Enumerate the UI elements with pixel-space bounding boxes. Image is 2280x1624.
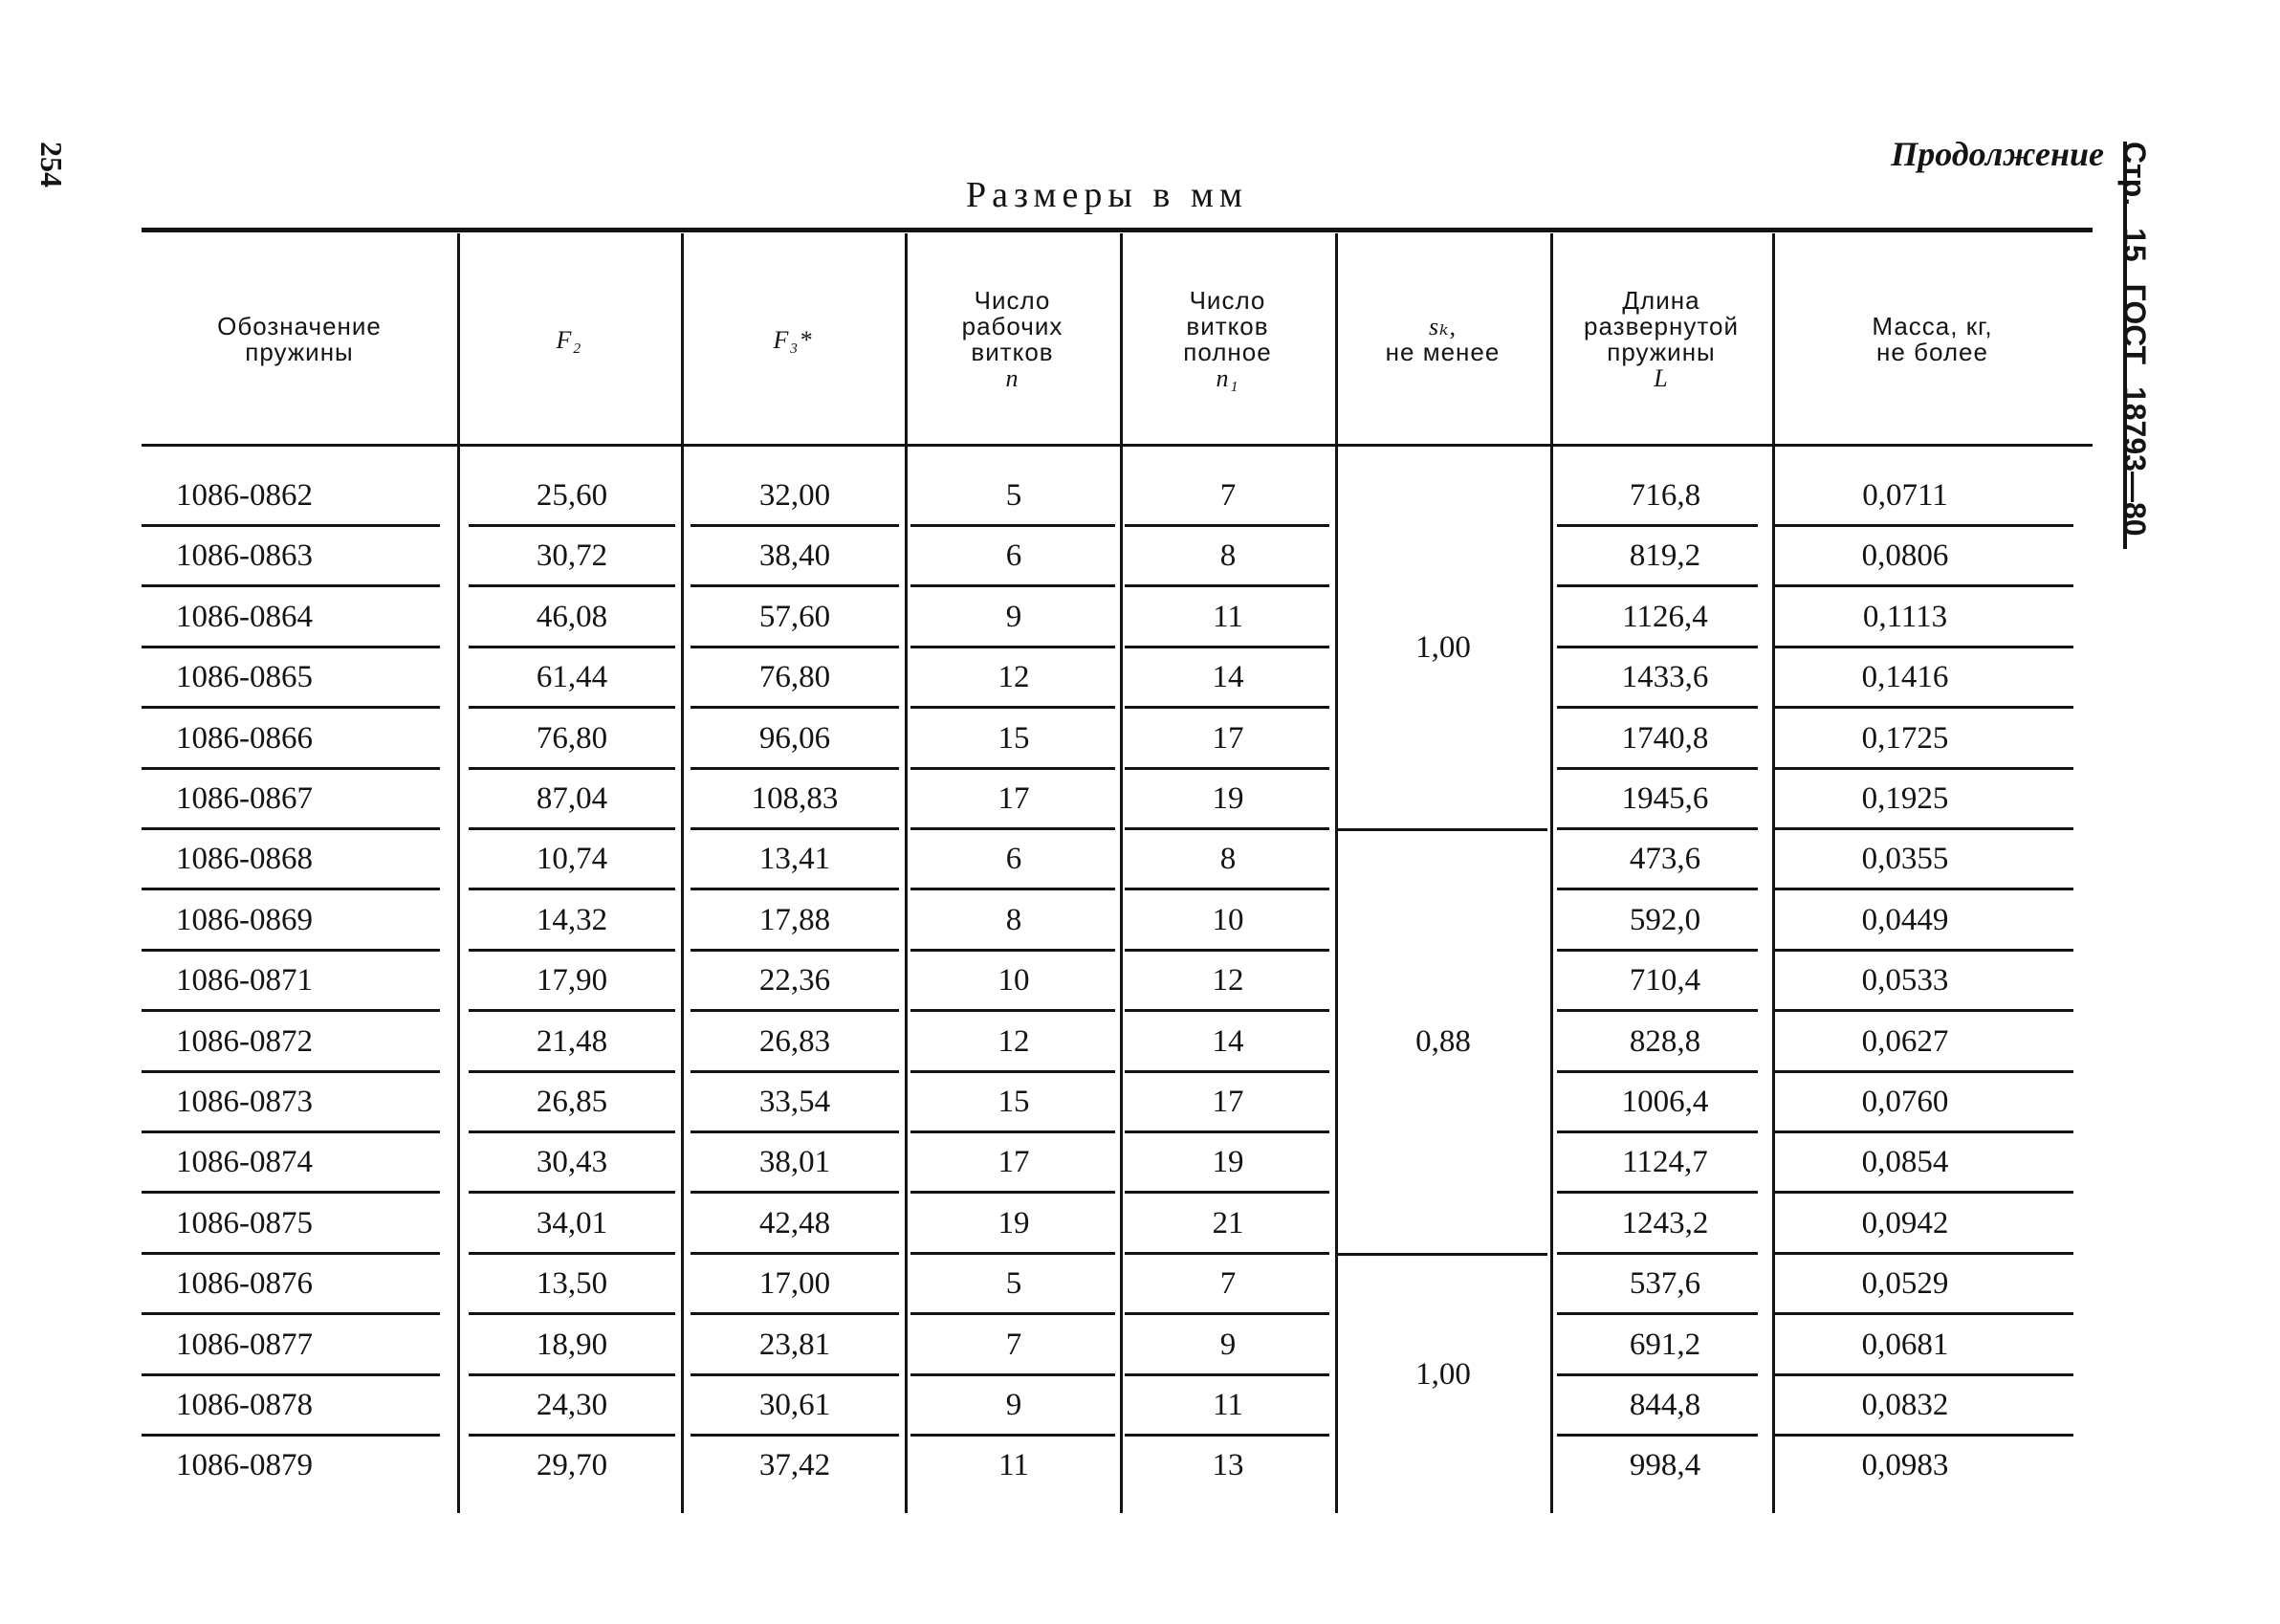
column-divider [1335, 233, 1338, 1513]
designation-cell: 1086-0864 [176, 599, 313, 634]
length-cell: 998,4 [1629, 1448, 1701, 1483]
f3-cell: 96,06 [758, 720, 831, 756]
length-cell: 1433,6 [1621, 660, 1709, 695]
row-underline [1125, 646, 1329, 648]
row-underline [910, 1312, 1115, 1315]
row-underline [142, 1009, 440, 1012]
row-underline [1557, 1373, 1758, 1376]
side-header: Стр. 15 ГОСТ 18793—80 [2117, 142, 2152, 537]
row-underline [691, 1009, 899, 1012]
total-coils-cell: 19 [1212, 781, 1244, 816]
row-underline [910, 1252, 1115, 1255]
total-coils-cell: 8 [1219, 538, 1237, 574]
length-cell: 844,8 [1629, 1388, 1701, 1422]
row-underline [691, 767, 899, 770]
row-underline [1775, 706, 2073, 709]
row-underline [142, 1130, 440, 1133]
designation-cell: 1086-0862 [176, 478, 313, 513]
row-underline [1125, 888, 1329, 890]
row-underline [142, 524, 440, 527]
working-coils-cell: 11 [998, 1448, 1029, 1483]
row-underline [1557, 1191, 1758, 1194]
header-designation: Обозначение пружины [217, 312, 382, 366]
f2-cell: 14,32 [536, 902, 608, 937]
designation-cell: 1086-0866 [176, 720, 313, 756]
sk-group-separator [1337, 1253, 1547, 1256]
row-underline [691, 1373, 899, 1376]
row-underline [1775, 584, 2073, 587]
row-underline [1775, 1434, 2073, 1437]
row-underline [1125, 1312, 1329, 1315]
length-cell: 691,2 [1629, 1327, 1701, 1362]
f3-cell: 37,42 [758, 1448, 831, 1483]
designation-cell: 1086-0868 [176, 842, 313, 877]
row-underline [142, 1191, 440, 1194]
row-underline [1557, 584, 1758, 587]
f2-cell: 25,60 [536, 478, 608, 513]
row-underline [691, 706, 899, 709]
mass-cell: 0,0854 [1861, 1145, 1949, 1180]
designation-cell: 1086-0873 [176, 1085, 313, 1119]
row-underline [1775, 524, 2073, 527]
mass-cell: 0,0627 [1861, 1023, 1949, 1059]
row-underline [469, 706, 675, 709]
row-underline [1775, 888, 2073, 890]
f2-cell: 24,30 [536, 1388, 608, 1422]
row-underline [1775, 1191, 2073, 1194]
length-cell: 592,0 [1629, 902, 1701, 937]
mass-cell: 0,0832 [1861, 1388, 1949, 1422]
f3-cell: 42,48 [758, 1205, 831, 1240]
row-underline [910, 1434, 1115, 1437]
working-coils-cell: 6 [1005, 538, 1022, 574]
row-underline [1775, 827, 2073, 830]
mass-cell: 0,0806 [1861, 538, 1949, 574]
row-underline [1775, 1130, 2073, 1133]
row-underline [910, 706, 1115, 709]
row-underline [142, 1373, 440, 1376]
header-total-coils: Число витков полное n₁ [1183, 286, 1272, 392]
row-underline [1557, 827, 1758, 830]
working-coils-cell: 12 [998, 1023, 1030, 1059]
length-cell: 716,8 [1629, 478, 1701, 513]
designation-cell: 1086-0879 [176, 1448, 313, 1483]
f2-cell: 26,85 [536, 1085, 608, 1119]
total-coils-cell: 11 [1213, 599, 1243, 634]
working-coils-cell: 15 [998, 1085, 1030, 1119]
row-underline [469, 1009, 675, 1012]
designation-cell: 1086-0878 [176, 1388, 313, 1422]
total-coils-cell: 21 [1212, 1205, 1244, 1240]
row-underline [1125, 706, 1329, 709]
row-underline [691, 1252, 899, 1255]
row-underline [142, 767, 440, 770]
row-underline [910, 1373, 1115, 1376]
row-underline [142, 1312, 440, 1315]
designation-cell: 1086-0867 [176, 781, 313, 816]
mass-cell: 0,0533 [1861, 963, 1949, 999]
row-underline [910, 1130, 1115, 1133]
working-coils-cell: 12 [998, 660, 1030, 695]
row-underline [691, 1130, 899, 1133]
row-underline [469, 584, 675, 587]
total-coils-cell: 12 [1212, 963, 1244, 999]
row-underline [1125, 1191, 1329, 1194]
row-underline [1557, 706, 1758, 709]
row-underline [1125, 1009, 1329, 1012]
f3-cell: 33,54 [758, 1085, 831, 1119]
row-underline [469, 524, 675, 527]
working-coils-cell: 5 [1005, 478, 1022, 513]
f2-cell: 21,48 [536, 1023, 608, 1059]
row-underline [691, 827, 899, 830]
row-underline [1125, 949, 1329, 952]
row-underline [469, 1434, 675, 1437]
row-underline [469, 1252, 675, 1255]
row-underline [142, 706, 440, 709]
row-underline [1775, 949, 2073, 952]
row-underline [1557, 949, 1758, 952]
row-underline [1125, 524, 1329, 527]
row-underline [469, 1312, 675, 1315]
total-coils-cell: 8 [1219, 842, 1237, 877]
mass-cell: 0,1725 [1861, 720, 1949, 756]
designation-cell: 1086-0876 [176, 1266, 313, 1302]
row-underline [1125, 584, 1329, 587]
row-underline [142, 584, 440, 587]
f3-cell: 32,00 [758, 478, 831, 513]
column-divider [905, 233, 908, 1513]
working-coils-cell: 5 [1005, 1266, 1022, 1302]
mass-cell: 0,0983 [1861, 1448, 1949, 1483]
row-underline [469, 888, 675, 890]
row-underline [691, 524, 899, 527]
row-underline [142, 1252, 440, 1255]
f2-cell: 29,70 [536, 1448, 608, 1483]
row-underline [469, 1070, 675, 1073]
row-underline [142, 1434, 440, 1437]
working-coils-cell: 9 [1005, 1388, 1022, 1422]
total-coils-cell: 13 [1212, 1448, 1244, 1483]
row-underline [1125, 1434, 1329, 1437]
sizes-title: Размеры в мм [966, 175, 1248, 215]
row-underline [1557, 888, 1758, 890]
row-underline [1125, 1373, 1329, 1376]
f3-cell: 23,81 [758, 1327, 831, 1362]
row-underline [691, 888, 899, 890]
row-underline [1557, 1312, 1758, 1315]
total-coils-cell: 11 [1213, 1388, 1243, 1422]
f2-cell: 87,04 [536, 781, 608, 816]
working-coils-cell: 6 [1005, 842, 1022, 877]
f3-cell: 76,80 [758, 660, 831, 695]
row-underline [910, 888, 1115, 890]
total-coils-cell: 9 [1219, 1327, 1237, 1362]
mass-cell: 0,1113 [1862, 599, 1948, 634]
row-underline [1557, 767, 1758, 770]
row-underline [1125, 767, 1329, 770]
total-coils-cell: 19 [1212, 1145, 1244, 1180]
f2-cell: 30,43 [536, 1145, 608, 1180]
f3-cell: 57,60 [758, 599, 831, 634]
designation-cell: 1086-0875 [176, 1205, 313, 1240]
row-underline [469, 949, 675, 952]
length-cell: 828,8 [1629, 1023, 1701, 1059]
row-underline [1557, 1252, 1758, 1255]
total-coils-cell: 17 [1212, 720, 1244, 756]
f2-cell: 10,74 [536, 842, 608, 877]
total-coils-cell: 14 [1212, 1023, 1244, 1059]
f2-cell: 17,90 [536, 963, 608, 999]
mass-cell: 0,0942 [1861, 1205, 1949, 1240]
row-underline [1125, 1130, 1329, 1133]
column-divider [1550, 233, 1553, 1513]
length-cell: 537,6 [1629, 1266, 1701, 1302]
designation-cell: 1086-0872 [176, 1023, 313, 1059]
f2-cell: 34,01 [536, 1205, 608, 1240]
working-coils-cell: 19 [998, 1205, 1030, 1240]
row-underline [1557, 524, 1758, 527]
mass-cell: 0,0711 [1862, 478, 1948, 513]
row-underline [469, 827, 675, 830]
f3-cell: 38,40 [758, 538, 831, 574]
working-coils-cell: 8 [1005, 902, 1022, 937]
row-underline [1775, 1373, 2073, 1376]
f2-cell: 61,44 [536, 660, 608, 695]
row-underline [1775, 646, 2073, 648]
working-coils-cell: 17 [998, 781, 1030, 816]
header-f3: F₃* [773, 325, 813, 354]
f3-cell: 108,83 [751, 781, 839, 816]
designation-cell: 1086-0877 [176, 1327, 313, 1362]
spring-spec-table [142, 228, 2093, 1490]
f3-cell: 26,83 [758, 1023, 831, 1059]
length-cell: 1740,8 [1621, 720, 1709, 756]
f2-cell: 13,50 [536, 1266, 608, 1302]
table-top-rule [142, 228, 2093, 232]
mass-cell: 0,1416 [1861, 660, 1949, 695]
length-cell: 1124,7 [1622, 1145, 1708, 1180]
total-coils-cell: 17 [1212, 1085, 1244, 1119]
row-underline [910, 1191, 1115, 1194]
row-underline [142, 888, 440, 890]
working-coils-cell: 17 [998, 1145, 1030, 1180]
row-underline [1557, 1009, 1758, 1012]
f3-cell: 13,41 [758, 842, 831, 877]
row-underline [691, 1312, 899, 1315]
header-length: Длина развернутой пружины L [1584, 286, 1739, 392]
row-underline [691, 1070, 899, 1073]
row-underline [142, 1070, 440, 1073]
total-coils-cell: 10 [1212, 902, 1244, 937]
page-number: 254 [34, 142, 69, 187]
length-cell: 1945,6 [1621, 781, 1709, 816]
f2-cell: 18,90 [536, 1327, 608, 1362]
length-cell: 819,2 [1629, 538, 1701, 574]
row-underline [1125, 1252, 1329, 1255]
total-coils-cell: 14 [1212, 660, 1244, 695]
mass-cell: 0,0681 [1861, 1327, 1949, 1362]
row-underline [691, 1191, 899, 1194]
f3-cell: 38,01 [758, 1145, 831, 1180]
f3-cell: 17,88 [758, 902, 831, 937]
f3-cell: 22,36 [758, 963, 831, 999]
sk-group-value: 1,00 [1415, 1357, 1471, 1393]
row-underline [142, 949, 440, 952]
row-underline [1557, 646, 1758, 648]
f2-cell: 76,80 [536, 720, 608, 756]
row-underline [469, 767, 675, 770]
row-underline [1775, 1009, 2073, 1012]
total-coils-cell: 7 [1219, 478, 1237, 513]
working-coils-cell: 9 [1005, 599, 1022, 634]
designation-cell: 1086-0869 [176, 902, 313, 937]
row-underline [910, 646, 1115, 648]
table-header-rule [142, 444, 2093, 447]
designation-cell: 1086-0865 [176, 660, 313, 695]
header-working-coils: Число рабочих витков n [961, 286, 1063, 392]
sk-group-value: 0,88 [1415, 1023, 1471, 1059]
mass-cell: 0,0355 [1861, 842, 1949, 877]
header-sk: sₖ, не менее [1385, 313, 1501, 366]
row-underline [910, 949, 1115, 952]
row-underline [910, 827, 1115, 830]
working-coils-cell: 7 [1005, 1327, 1022, 1362]
row-underline [142, 827, 440, 830]
length-cell: 1243,2 [1621, 1205, 1709, 1240]
row-underline [1775, 1312, 2073, 1315]
row-underline [910, 1009, 1115, 1012]
row-underline [142, 646, 440, 648]
mass-cell: 0,0529 [1861, 1266, 1949, 1302]
header-mass: Масса, кг, не более [1872, 312, 1993, 366]
row-underline [691, 1434, 899, 1437]
row-underline [691, 949, 899, 952]
column-divider [1120, 233, 1123, 1513]
total-coils-cell: 7 [1219, 1266, 1237, 1302]
row-underline [1125, 827, 1329, 830]
length-cell: 473,6 [1629, 842, 1701, 877]
row-underline [469, 1130, 675, 1133]
column-divider [1772, 233, 1775, 1513]
row-underline [1775, 1252, 2073, 1255]
f2-cell: 30,72 [536, 538, 608, 574]
row-underline [1125, 1070, 1329, 1073]
mass-cell: 0,0760 [1861, 1085, 1949, 1119]
designation-cell: 1086-0863 [176, 538, 313, 574]
row-underline [1557, 1130, 1758, 1133]
row-underline [1775, 767, 2073, 770]
row-underline [469, 1191, 675, 1194]
designation-cell: 1086-0871 [176, 963, 313, 999]
length-cell: 1126,4 [1622, 599, 1708, 634]
row-underline [691, 584, 899, 587]
row-underline [691, 646, 899, 648]
sk-group-value: 1,00 [1415, 629, 1471, 665]
row-underline [910, 524, 1115, 527]
row-underline [1557, 1434, 1758, 1437]
row-underline [910, 584, 1115, 587]
sk-group-separator [1337, 828, 1547, 831]
mass-cell: 0,0449 [1861, 902, 1949, 937]
row-underline [1557, 1070, 1758, 1073]
f3-cell: 17,00 [758, 1266, 831, 1302]
working-coils-cell: 10 [998, 963, 1030, 999]
f3-cell: 30,61 [758, 1388, 831, 1422]
column-divider [457, 233, 460, 1513]
header-f2: F₂ [556, 325, 582, 354]
f2-cell: 46,08 [536, 599, 608, 634]
designation-cell: 1086-0874 [176, 1145, 313, 1180]
continuation-label: Продолжение [1891, 135, 2104, 173]
mass-cell: 0,1925 [1861, 781, 1949, 816]
row-underline [469, 1373, 675, 1376]
row-underline [1775, 1070, 2073, 1073]
length-cell: 710,4 [1629, 963, 1701, 999]
row-underline [910, 1070, 1115, 1073]
row-underline [910, 767, 1115, 770]
length-cell: 1006,4 [1621, 1085, 1709, 1119]
working-coils-cell: 15 [998, 720, 1030, 756]
column-divider [681, 233, 684, 1513]
row-underline [469, 646, 675, 648]
